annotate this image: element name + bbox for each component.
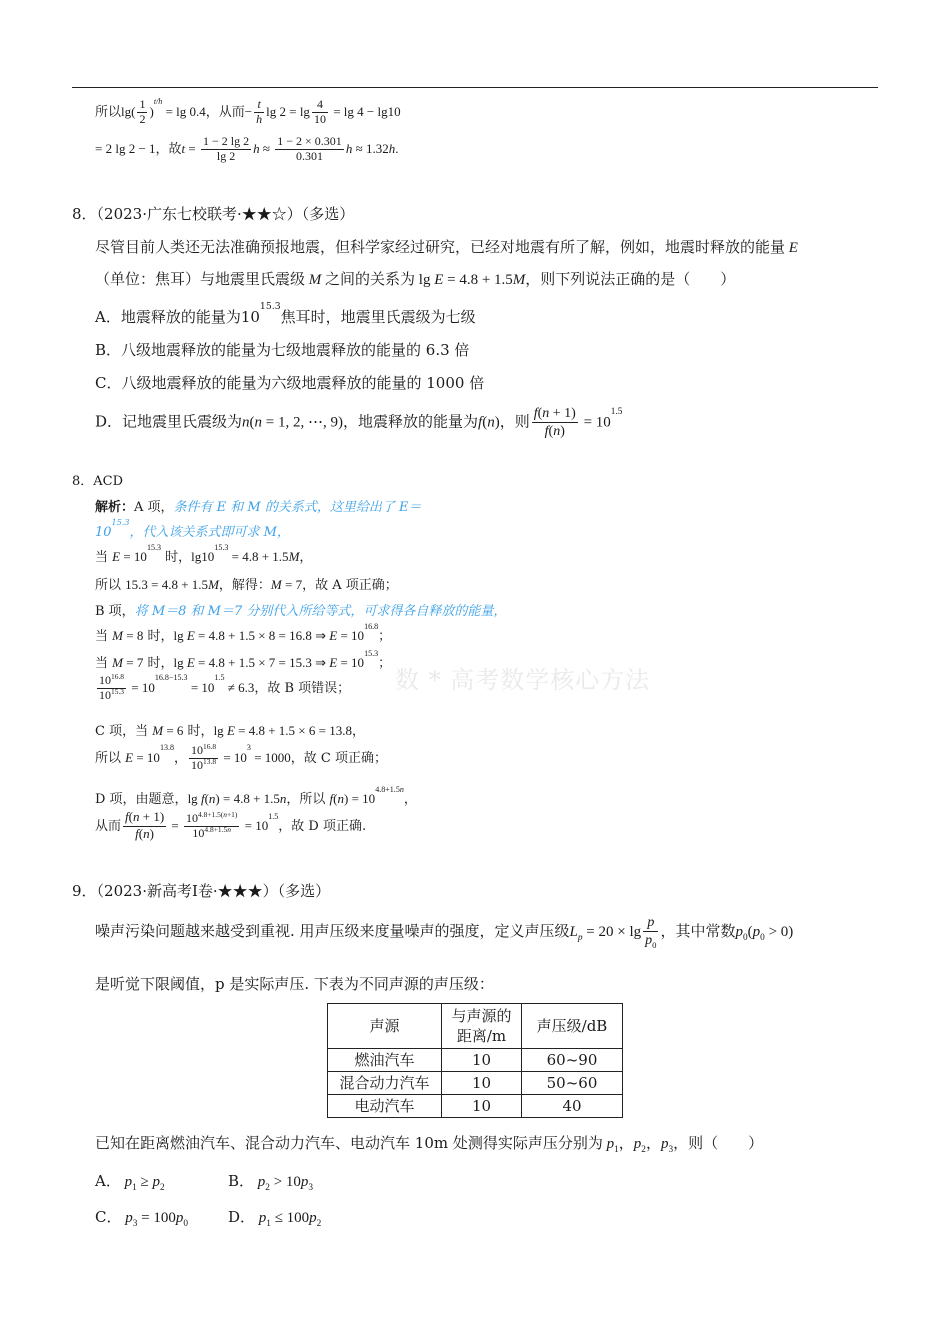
q8-stem-line-1: 尽管目前人类还无法准确预报地震，但科学家经过研究，已经对地震有所了解，例如，地震时释放的能量 E [95, 238, 798, 256]
watermark: 数 * 高考数学核心方法 [395, 666, 651, 694]
prev-solution-line-1: 所以lg( $\frac{1}{2}$ )$^{t/h}$ = lg 0.4，从而− $\frac{t}{h}$ lg 2 = lg $\frac{4}{10}$ = lg 4 − lg10 [95, 97, 401, 126]
table-header-cell: 声压级/dB [522, 1004, 623, 1049]
a8-line-b-hint: B 项，将 M＝8 和 M＝7 分别代入所给等式，可求得各自释放的能量， [95, 604, 507, 619]
q9-header: 9．（2023·新高考Ⅰ卷·★★★）（多选） [72, 882, 331, 900]
q8-option-b: B．八级地震释放的能量为七级地震释放的能量的 6.3 倍 [95, 341, 470, 359]
q8-stem-line-2: （单位：焦耳）与地震里氏震级 M 之间的关系为 lg E = 4.8 + 1.5M，则下列说法正确的是（ ） [95, 270, 736, 288]
q9-stem-line-3: 已知在距离燃油汽车、混合动力汽车、电动汽车 10m 处测得实际声压分别为 $p_1$，$p_2$，$p_3$，则（ ） [95, 1134, 764, 1155]
q9-option-a: A． $p_1 \ge p_2$ [95, 1172, 165, 1193]
table-cell: 10 [442, 1049, 522, 1072]
sound-level-table [327, 1003, 623, 1118]
table-header-cell: 声源 [328, 1004, 442, 1049]
q8-option-c: C．八级地震释放的能量为六级地震释放的能量的 1000 倍 [95, 374, 485, 392]
prev-solution-line-2: = 2 lg 2 − 1，故t = $\frac{1 - 2 \lg 2}{\lg 2}$ h ≈ $\frac{1 - 2 \times 0.301}{0.301}$ h ≈ 1.32h. [95, 134, 399, 163]
table-cell: 10 [442, 1072, 522, 1095]
q8-option-d: D．记地震里氏震级为n(n = 1, 2, ⋯, 9)，地震释放的能量为f(n)，则 $\frac{f(n + 1)}{f(n)}$ = $10^{1.5}$ [95, 406, 623, 440]
q9-stem-line-1: 噪声污染问题越来越受到重视. 用声压级来度量噪声的强度，定义声压级$L_p = 20 \times \lg$ $\frac{p}{p_0}$ ，其中常数$p_0(p_0 > 0)$ [95, 915, 794, 950]
a8-line-a-hint: 解析：A 项，条件有 E 和 M 的关系式，这里给出了 E＝ [95, 500, 422, 515]
a8-line-d-2: 从而 $\frac{f(n + 1)}{f(n)}$ = $\frac{10^{4.8+1.5(n+1)}}{10^{4.8+1.5n}}$ = $10^{1.5}$，故 D 项正确. [95, 809, 367, 841]
header-rule [72, 87, 878, 88]
a8-line-d-1: D 项，由题意，lg f(n) = 4.8 + 1.5n，所以 $f(n) = 10^{4.8+1.5n}$， [95, 784, 417, 807]
table-cell: 40 [522, 1095, 623, 1118]
a8-line-b-2: 当 M = 7 时，lg E = 4.8 + 1.5 × 7 = 15.3 ⇒ $E = 10^{15.3}$； [95, 648, 392, 671]
a8-line-a-2: 所以 15.3 = 4.8 + 1.5M，解得：M = 7，故 A 项正确； [95, 577, 398, 593]
table-row [328, 1072, 623, 1095]
q9-option-b: B． $p_2 > 10p_3$ [228, 1172, 314, 1193]
a8-line-a-hint-2: $10^{15.3}$，代入该关系式即可求 M， [95, 517, 290, 540]
table-header-row [328, 1004, 623, 1049]
a8-line-a-1: 当 $E = 10^{15.3}$ 时，$\lg 10^{15.3} = 4.8 + 1.5M$， [95, 542, 313, 565]
a8-line-c-2: 所以 $E = 10^{13.8}$， $\frac{10^{16.8}}{10^{13.8}}$ = $10^3 = 1000$，故 C 项正确； [95, 742, 387, 772]
a8-line-c-1: C 项，当 M = 6 时，lg E = 4.8 + 1.5 × 6 = 13.8， [95, 723, 365, 739]
table-cell: 混合动力汽车 [328, 1072, 442, 1095]
table-cell: 60~90 [522, 1049, 623, 1072]
a8-line-b-1: 当 M = 8 时，lg E = 4.8 + 1.5 × 8 = 16.8 ⇒ $E = 10^{16.8}$； [95, 621, 392, 644]
table-cell: 电动汽车 [328, 1095, 442, 1118]
a8-line-b-3: $\frac{10^{16.8}}{10^{15.3}}$ = $10^{16.8-15.3} = 10^{1.5} \ne 6.3$，故 B 项错误； [99, 672, 351, 702]
q9-option-c: C． $p_3 = 100p_0$ [95, 1208, 189, 1229]
q9-stem-line-2: 是听觉下限阈值，p 是实际声压. 下表为不同声源的声压级： [95, 975, 494, 993]
a8-answer: 8．ACD [72, 474, 124, 489]
table-cell: 燃油汽车 [328, 1049, 442, 1072]
table-row [328, 1049, 623, 1072]
q8-option-a: A．地震释放的能量为$10^{15.3}$焦耳时，地震里氏震级为七级 [95, 301, 476, 326]
table-cell: 50~60 [522, 1072, 623, 1095]
q8-header: 8．（2023·广东七校联考·★★☆）（多选） [72, 205, 355, 223]
q9-option-d: D． $p_1 \le 100p_2$ [228, 1208, 322, 1229]
table-cell: 10 [442, 1095, 522, 1118]
table-row [328, 1095, 623, 1118]
table-header-cell: 与声源的 距离/m [442, 1004, 522, 1049]
